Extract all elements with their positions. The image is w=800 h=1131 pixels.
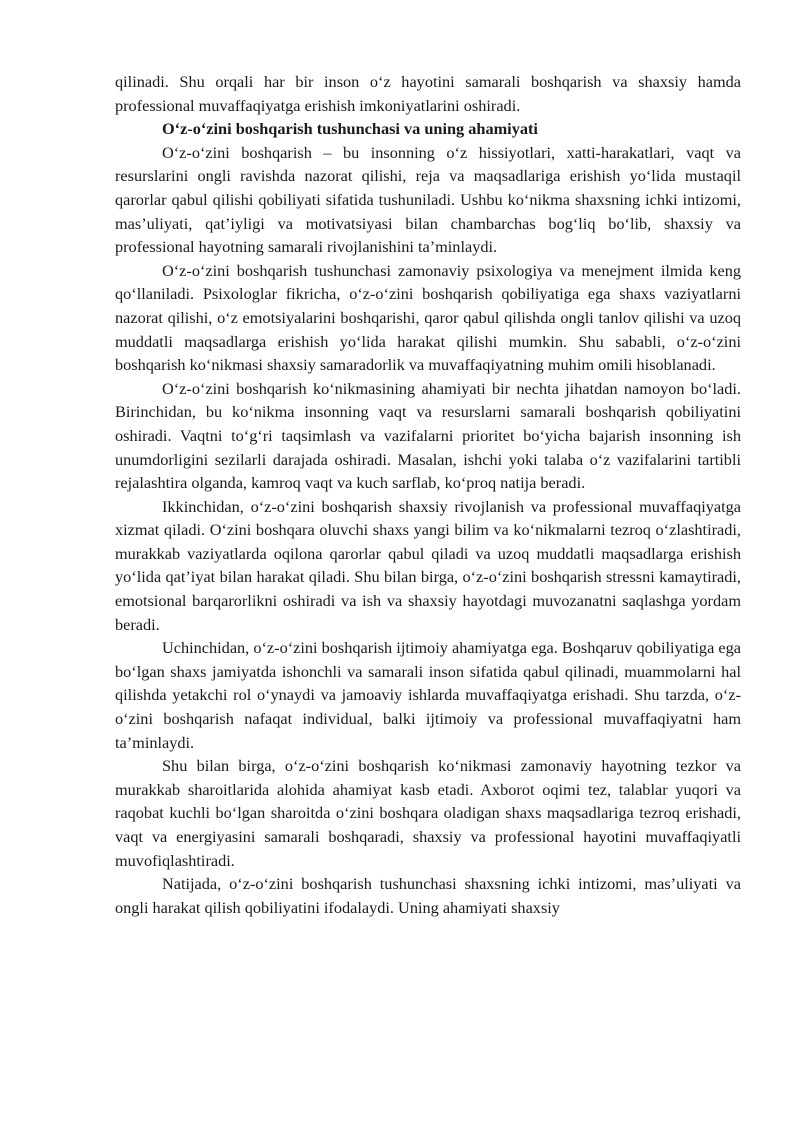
- paragraph-modern-life: Shu bilan birga, o‘z-o‘zini boshqarish ko‘nikmasi zamonaviy hayotning tezkor va murakkab sharoitlarida alohida ahamiyat kasb etadi. Axborot oqimi tez, talablar yuqori va raqobat kuchli bo‘lgan sharoitda o‘zini boshqara oladigan shaxs maqsadlariga tezroq erishadi, vaqt va energiyasini samarali boshqaradi, shaxsiy va professional hayotini muvaffaqiyatli muvofiqlashtiradi.: [115, 756, 741, 870]
- paragraph-conclusion: Natijada, o‘z-o‘zini boshqarish tushunchasi shaxsning ichki intizomi, mas’uliyati va ongli harakat qilish qobiliyatini ifodalaydi. Uning ahamiyati shaxsiy: [115, 874, 741, 917]
- paragraph-definition: O‘z-o‘zini boshqarish – bu insonning o‘z hissiyotlari, xatti-harakatlari, vaqt va resurslarini ongli ravishda nazorat qilishi, reja va maqsadlariga erishish yo‘lida mustaqil qarorlar qabul qilishi qobiliyati sifatida tushuniladi. Ushbu ko‘nikma shaxsning ichki intizomi, mas’uliyati, qat’iyligi va motivatsiyasi bilan chambarchas bog‘liq bo‘lib, shaxsiy va professional hayotning samarali rivojlanishini ta’minlaydi.: [115, 142, 741, 257]
- paragraph-psychology: O‘z-o‘zini boshqarish tushunchasi zamonaviy psixologiya va menejment ilmida keng qo‘llaniladi. Psixologlar fikricha, o‘z-o‘zini boshqarish qobiliyatiga ega shaxs vaziyatlarni nazorat qilishi, o‘z emotsiyalarini boshqarishi, qaror qabul qilishda ongli tanlov qilishi va uzoq muddatli maqsadlarga erishish yo‘lida harakat qilishi mumkin. Shu sababli, o‘z-o‘zini boshqarish ko‘nikmasi shaxsiy samaradorlik va muvaffaqiyatning muhim omili hisoblanadi.: [115, 260, 741, 375]
- document-page: [115, 70, 741, 919]
- paragraph-continuation: qilinadi. Shu orqali har bir inson o‘z hayotini samarali boshqarish va shaxsiy hamda professional muvaffaqiyatga erishish imkoniyatlarini oshiradi.: [115, 72, 741, 115]
- paragraph-third-point: Uchinchidan, o‘z-o‘zini boshqarish ijtimoiy ahamiyatga ega. Boshqaruv qobiliyatiga ega bo‘lgan shaxs jamiyatda ishonchli va samarali inson sifatida qabul qilinadi, muammolarni hal qilishda yetakchi rol o‘ynaydi va jamoaviy ishlarda muvaffaqiyatga erishadi. Shu tarzda, o‘z-o‘zini boshqarish nafaqat individual, balki ijtimoiy va professional muvaffaqiyatni ham ta’minlaydi.: [115, 638, 741, 752]
- paragraph-first-point: O‘z-o‘zini boshqarish ko‘nikmasining ahamiyati bir nechta jihatdan namoyon bo‘ladi. Birinchidan, bu ko‘nikma insonning vaqt va resurslarni samarali boshqarish qobiliyatini oshiradi. Vaqtni to‘g‘ri taqsimlash va vazifalarni prioritet bo‘yicha bajarish insonning ish unumdorligini sezilarli darajada oshiradi. Masalan, ishchi yoki talaba o‘z vazifalarini tartibli rejalashtira olganda, kamroq vaqt va kuch sarflab, ko‘proq natija beradi.: [115, 378, 741, 493]
- section-heading: O‘z-o‘zini boshqarish tushunchasi va uning ahamiyati: [162, 119, 538, 139]
- paragraph-second-point: Ikkinchidan, o‘z-o‘zini boshqarish shaxsiy rivojlanish va professional muvaffaqiyatga xizmat qiladi. O‘zini boshqara oluvchi shaxs yangi bilim va ko‘nikmalarni tezroq o‘zlashtiradi, murakkab vaziyatlarda oqilona qarorlar qabul qiladi va uzoq muddatli maqsadlarga erishish yo‘lida qat’iyat bilan harakat qiladi. Shu bilan birga, o‘z-o‘zini boshqarish stressni kamaytiradi, emotsional barqarorlikni oshiradi va ish va shaxsiy hayotdagi muvozanatni saqlashga yordam beradi.: [115, 496, 741, 634]
